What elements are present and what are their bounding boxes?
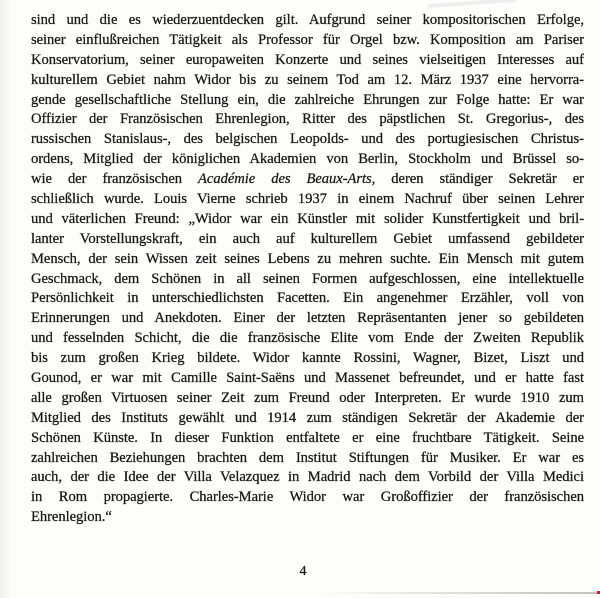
scan-artifact-line (315, 592, 600, 594)
text-line: Offizier der Französischen Ehrenlegion, Ritter des päpstlichen St. Gregorius-, des (31, 111, 584, 128)
text-line: und fesselnden Schicht, die die französische Elite vom Ende der Zweiten Republik (31, 330, 584, 347)
page-number: 4 (299, 564, 307, 579)
text-line: zahlreichen Beziehungen brachten dem Institut Stiftungen für Musiker. Er war es (31, 449, 584, 466)
text-line: lanter Vorstellungskraft, ein auch auf kulturellem Gebiet umfassend gebildeter (31, 230, 584, 247)
text-segment: wie der französischen (31, 171, 199, 188)
text-line: Mensch, der sein Wissen zeit seines Lebens zu mehren suchte. Ein Mensch mit gutem (31, 250, 584, 267)
text-line: seiner einflußreichen Tätigkeit als Professor für Orgel bzw. Komposition am Pariser (31, 31, 584, 48)
text-line: in Rom propagierte. Charles-Marie Widor war Großoffizier der französischen (31, 489, 584, 506)
text-line: schließlich wurde. Louis Vierne schrieb 1937 in einem Nachruf über seinen Lehrer (31, 191, 584, 208)
text-line: Ehrenlegion.“ (31, 509, 112, 526)
text-line (31, 170, 584, 190)
scan-edge-shadow (0, 0, 11, 598)
text-line: sind und die es wiederzuentdecken gilt. Aufgrund seiner kompositorischen Erfolge, (31, 12, 584, 28)
text-line: auch, der die Idee der Villa Velazquez in Madrid nach dem Vorbild der Villa Medici (31, 469, 584, 486)
italic-phrase: Académie des Beaux-Arts (198, 171, 372, 188)
text-line: Schönen Künste. In dieser Funktion entfaltete er eine fruchtbare Tätigkeit. Seine (31, 429, 584, 446)
body-text (31, 11, 584, 528)
text-line: Erinnerungen und Anekdoten. Einer der letzten Repräsentanten jener so gebildeten (31, 310, 584, 327)
text-line: Gounod, er war mit Camille Saint-Saëns und Massenet befreundet, und er hatte fast (31, 370, 584, 387)
scan-artifact-streak (428, 0, 516, 8)
text-line: bis zum großen Krieg bildete. Widor kannte Rossini, Wagner, Bizet, Liszt und (31, 350, 584, 367)
text-line: alle großen Virtuosen seiner Zeit zum Freund oder Interpreten. Er wurde 1910 zum (31, 389, 584, 406)
text-line: gende gesellschaftliche Stellung ein, die zahlreiche Ehrungen zur Folge hatte: Er war (31, 91, 584, 108)
text-line: Geschmack, dem Schönen in all seinen Formen aufgeschlossen, eine intellektuelle (31, 270, 584, 287)
text-line: russischen Stanislaus-, des belgischen Leopolds- und des portugiesischen Christus- (31, 131, 584, 148)
text-line: Mitglied des Instituts gewählt und 1914 zum ständigen Sekretär der Akademie der (31, 409, 584, 426)
text-line: Konservatorium, seiner europaweiten Konzerte und seines vielseitigen Interesses auf (31, 51, 584, 68)
text-line: kulturellem Gebiet nahm Widor bis zu seinem Tod am 12. März 1937 eine hervorra- (31, 71, 584, 88)
text-segment: , deren ständiger Sekretär er (371, 171, 584, 188)
text-line: ordens, Mitglied der königlichen Akademien von Berlin, Stockholm und Brüssel so- (31, 151, 584, 168)
text-line: Persönlichkeit in unterschiedlichsten Facetten. Ein angenehmer Erzähler, voll von (31, 290, 584, 307)
text-line: und väterlichen Freund: „Widor war ein Künstler mit solider Kunstfertigkeit und bril- (31, 210, 584, 227)
